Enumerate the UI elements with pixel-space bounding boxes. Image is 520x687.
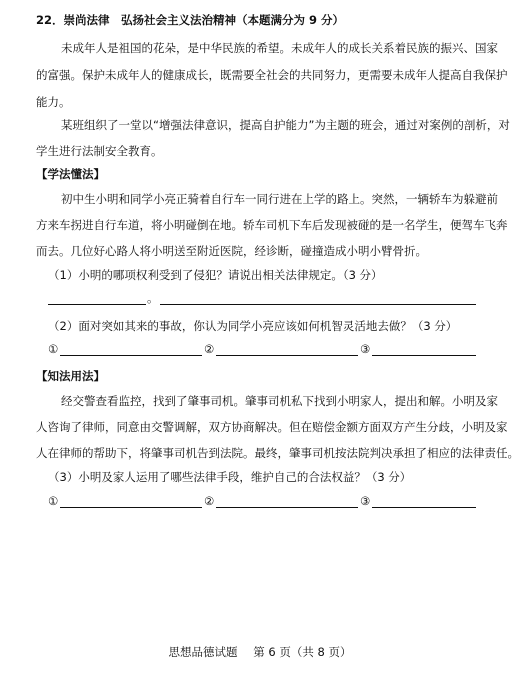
intro-line-4: 某班组织了一堂以“增强法律意识，提高自护能力”为主题的班会，通过对案例的剖析，对 [61, 118, 510, 132]
marker-2-1: ① [48, 342, 59, 356]
intro-line-2: 的富强。保护未成年人的健康成长，既需要全社会的共同努力，更需要未成年人提高自我保护 [36, 68, 508, 82]
case2-line-1: 经交警查看监控，找到了肇事司机。肇事司机私下找到小明家人，提出和解。小明及家 [61, 394, 498, 408]
case1-line-2: 方来车拐进自行车道，将小明碰倒在地。轿车司机下车后发现被碰的是一名学生，便驾车飞奔 [36, 218, 508, 232]
answer-blank-1a[interactable] [48, 304, 146, 305]
marker-3-1: ① [48, 494, 59, 508]
intro-line-5: 学生进行法制安全教育。 [36, 144, 163, 158]
answer-blank-2-3[interactable] [372, 355, 476, 356]
marker-2-2: ② [204, 342, 215, 356]
question-2: （2）面对突如其来的事故，你认为同学小亮应该如何机智灵活地去做？（3 分） [48, 319, 458, 333]
case1-line-3: 而去。几位好心路人将小明送至附近医院，经诊断，碰撞造成小明小臂骨折。 [36, 244, 427, 258]
case1-line-1: 初中生小明和同学小亮正骑着自行车一同行进在上学的路上。突然，一辆轿车为躲避前 [61, 192, 498, 206]
question-heading: 22．崇尚法律 弘扬社会主义法治精神（本题满分为 9 分） [36, 13, 345, 27]
answer-blank-3-1[interactable] [60, 507, 202, 508]
marker-3-3: ③ [360, 494, 371, 508]
answer-blank-2-1[interactable] [60, 355, 202, 356]
answer-blank-1b[interactable] [160, 304, 476, 305]
footer-subject: 思想品德试题 [168, 645, 238, 659]
marker-2-3: ③ [360, 342, 371, 356]
case2-line-2: 人咨询了律师，同意由交警调解，双方协商解决。但在赔偿金额方面双方产生分歧，小明及家 [36, 420, 508, 434]
answer-1-separator: 。 [147, 291, 159, 305]
answer-blank-2-2[interactable] [216, 355, 358, 356]
answer-blank-3-3[interactable] [372, 507, 476, 508]
question-3: （3）小明及家人运用了哪些法律手段，维护自己的合法权益？（3 分） [48, 470, 412, 484]
question-1: （1）小明的哪项权利受到了侵犯？请说出相关法律规定。（3 分） [48, 268, 383, 282]
answer-blank-3-2[interactable] [216, 507, 358, 508]
section-title-use-law: 【知法用法】 [36, 369, 105, 383]
intro-line-1: 未成年人是祖国的花朵，是中华民族的希望。未成年人的成长关系着民族的振兴、国家 [61, 41, 498, 55]
page-footer [0, 644, 520, 660]
footer-page-number: 第 6 页（共 8 页） [253, 645, 352, 659]
section-title-learn-law: 【学法懂法】 [36, 167, 105, 181]
case2-line-3: 人在律师的帮助下，将肇事司机告到法院。最终，肇事司机按法院判决承担了相应的法律责任。 [36, 446, 519, 460]
marker-3-2: ② [204, 494, 215, 508]
intro-line-3: 能力。 [36, 95, 71, 109]
